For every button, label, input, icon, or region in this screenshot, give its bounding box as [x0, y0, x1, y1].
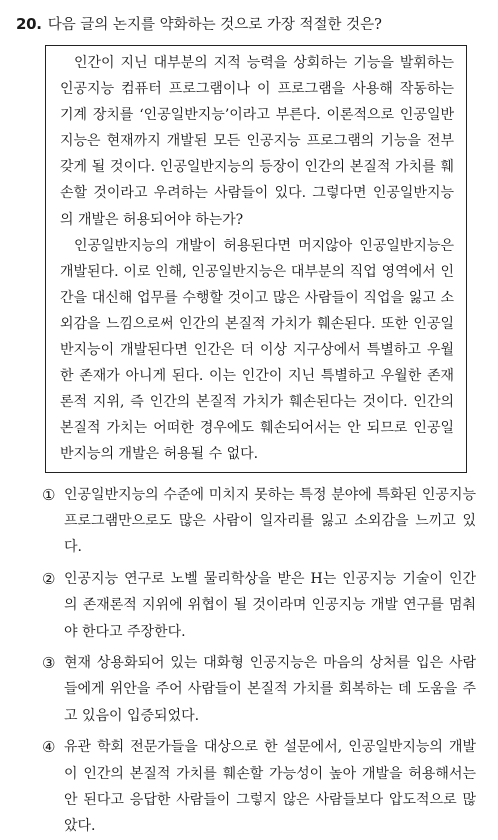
choice-number: ④	[42, 738, 56, 757]
choice-text: 유관 학회 전문가들을 대상으로 한 설문에서, 인공일반지능의 개발이 인간의 본질적 가치를 훼손할 가능성이 높아 개발을 허용해서는 안 된다고 응답한 사람들이 그렇지 않은 사람들보다 압도적으로 많았다.	[64, 739, 476, 835]
passage-paragraph: 인간이 지닌 대부분의 지적 능력을 상회하는 기능을 발휘하는 인공지능 컴퓨터 프로그램이나 이 프로그램을 사용해 작동하는 기계 장치를 ‘인공일반지능’이라고 부른다. 이론적으로 인공일반지능은 현재까지 개발된 모든 인공지능 프로그램의 기능을 전부 갖게 될 것이다. 인공일반지능의 등장이 인간의 본질적 가치를 훼손할 것이라고 우려하는 사람들이 있다. 그렇다면 인공일반지능의 개발은 허용되어야 하는가?	[60, 55, 454, 228]
choice-text: 현재 상용화되어 있는 대화형 인공지능은 마음의 상처를 입은 사람들에게 위안을 주어 사람들이 본질적 가치를 회복하는 데 도움을 주고 있음이 입증되었다.	[64, 654, 476, 724]
choice-text: 인공지능 연구로 노벨 물리학상을 받은 H는 인공지능 기술이 인간의 존재론적 지위에 위협이 될 것이라며 인공지능 개발 연구를 멈춰야 한다고 주장한다.	[64, 570, 476, 640]
choice-number: ③	[42, 653, 56, 672]
passage-box	[45, 45, 467, 473]
answer-choice-1[interactable]	[42, 482, 476, 561]
answer-choice-3[interactable]	[42, 650, 476, 729]
passage-paragraph: 인공일반지능의 개발이 허용된다면 머지않아 인공일반지능은 개발된다. 이로 인해, 인공일반지능은 대부분의 직업 영역에서 인간을 대신해 업무를 수행할 것이고 많은 사람들이 직업을 잃고 소외감을 느낌으로써 인간의 본질적 가치가 훼손된다. 또한 인공일반지능이 개발된다면 인간은 더 이상 지구상에서 특별하고 우월한 존재가 아니게 된다. 이는 인간이 지닌 특별하고 우월한 존재론적 지위, 즉 인간의 본질적 가치가 훼손된다는 것이다. 인간의 본질적 가치는 어떠한 경우에도 훼손되어서는 안 되므로 인공일반지능의 개발은 허용될 수 없다.	[60, 237, 454, 463]
question-prompt: 다음 글의 논지를 약화하는 것으로 가장 적절한 것은?	[47, 17, 382, 33]
question-header	[16, 14, 480, 35]
question-number: 20.	[16, 15, 42, 33]
answer-choice-4[interactable]	[42, 734, 476, 840]
choice-text: 인공일반지능의 수준에 미치지 못하는 특정 분야에 특화된 인공지능 프로그램만으로도 많은 사람이 일자리를 잃고 소외감을 느끼고 있다.	[64, 486, 476, 556]
answer-choices	[42, 482, 476, 840]
answer-choice-2[interactable]	[42, 566, 476, 645]
choice-number: ①	[42, 485, 56, 504]
choice-number: ②	[42, 569, 56, 588]
